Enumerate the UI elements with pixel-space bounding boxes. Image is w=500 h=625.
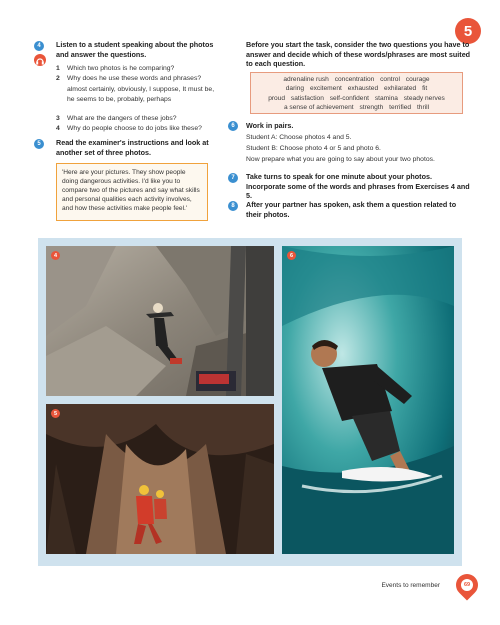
- exercise-7-number: 7: [228, 173, 238, 183]
- phrase: courage: [405, 76, 430, 83]
- question-4: [56, 124, 226, 134]
- phrase: control: [380, 76, 400, 83]
- phrase: exhausted: [347, 85, 379, 93]
- exercise-7-instruction: Take turns to speak for one minute about your photos. Incorporate some of the words and phrases from Exercises 4 and 5.: [246, 172, 470, 200]
- phrases-intro: Before you start the task, consider the two questions you have to answer and decide which of these words/phrases are most suited to each question.: [246, 40, 471, 68]
- exercise-6-line-c: Now prepare what you are going to say about your two photos.: [246, 156, 435, 163]
- exercise-8-number: 8: [228, 201, 238, 211]
- phrase: proud: [268, 94, 286, 102]
- exercise-6-line-a: Student A: Choose photos 4 and 5.: [246, 134, 352, 141]
- phrase: satisfaction: [290, 94, 324, 102]
- phrase: adrenaline rush: [283, 76, 329, 83]
- phrase-row: [255, 75, 458, 84]
- listen-icon: [34, 54, 46, 66]
- question-number: 1: [56, 65, 60, 72]
- question-2-phrases: almost certainly, obviously, I suppose, It must be, he seems to be, probably, perhaps: [67, 86, 215, 103]
- question-number: 4: [56, 125, 60, 132]
- question-2: [56, 74, 216, 84]
- phrase: daring: [285, 85, 305, 93]
- phrase: self-confident: [329, 94, 369, 102]
- photo-6-number: 6: [287, 251, 296, 260]
- question-1: [56, 64, 216, 74]
- unit-badge: 5: [455, 18, 481, 44]
- examiner-quote: 'Here are your pictures. They show people doing dangerous activities. I'd like you to compare two of the pictures and say what skills and personal qualities each activity involves, and how these activities make people feel.': [62, 169, 200, 212]
- question-text: Why does he use these words and phrases?: [67, 75, 202, 82]
- question-number: 3: [56, 115, 60, 122]
- exercise-6-number: 6: [228, 121, 238, 131]
- phrase: terrified: [389, 103, 412, 111]
- photo-4-bungee-jump: [46, 246, 274, 396]
- section-title: Events to remember: [381, 582, 440, 589]
- phrase: strength: [359, 103, 384, 111]
- exercise-5-number: 5: [34, 139, 44, 149]
- phrase: fit: [422, 85, 428, 93]
- exercise-6-instruction: Work in pairs.: [246, 121, 294, 130]
- photo-4-number: 4: [51, 251, 60, 260]
- question-text: Why do people choose to do jobs like these?: [67, 125, 202, 132]
- phrase: stamina: [374, 94, 398, 102]
- photo-5-number: 5: [51, 409, 60, 418]
- phrase-row: [255, 103, 458, 112]
- phrase-box: [250, 72, 463, 114]
- photo-5-caving: [46, 404, 274, 554]
- question-number: 2: [56, 75, 60, 82]
- phrase-row: [255, 94, 458, 103]
- exercise-8-instruction: After your partner has spoken, ask them a question related to their photos.: [246, 200, 457, 219]
- photo-6-surfer: [282, 246, 454, 554]
- exercise-4-instruction: Listen to a student speaking about the photos and answer the questions.: [56, 40, 214, 59]
- question-3: [56, 114, 216, 124]
- examiner-quote-box: [56, 163, 208, 221]
- question-text: What are the dangers of these jobs?: [67, 115, 177, 122]
- phrase: a sense of achievement: [283, 103, 354, 111]
- exercise-4-number: 4: [34, 41, 44, 51]
- phrase: steady nerves: [403, 94, 445, 102]
- phrase: thrill: [416, 103, 430, 111]
- exercise-6-line-b: Student B: Choose photo 4 or 5 and photo 6.: [246, 145, 381, 152]
- phrase-row: [255, 84, 458, 93]
- phrase: concentration: [334, 76, 375, 83]
- phrase: excitement: [309, 85, 342, 93]
- page-number: 69: [461, 579, 473, 591]
- page-number-badge: [451, 569, 482, 600]
- exercise-5-instruction: Read the examiner's instructions and look at another set of three photos.: [56, 138, 209, 157]
- question-text: Which two photos is he comparing?: [67, 65, 175, 72]
- phrase: exhilarated: [383, 85, 417, 93]
